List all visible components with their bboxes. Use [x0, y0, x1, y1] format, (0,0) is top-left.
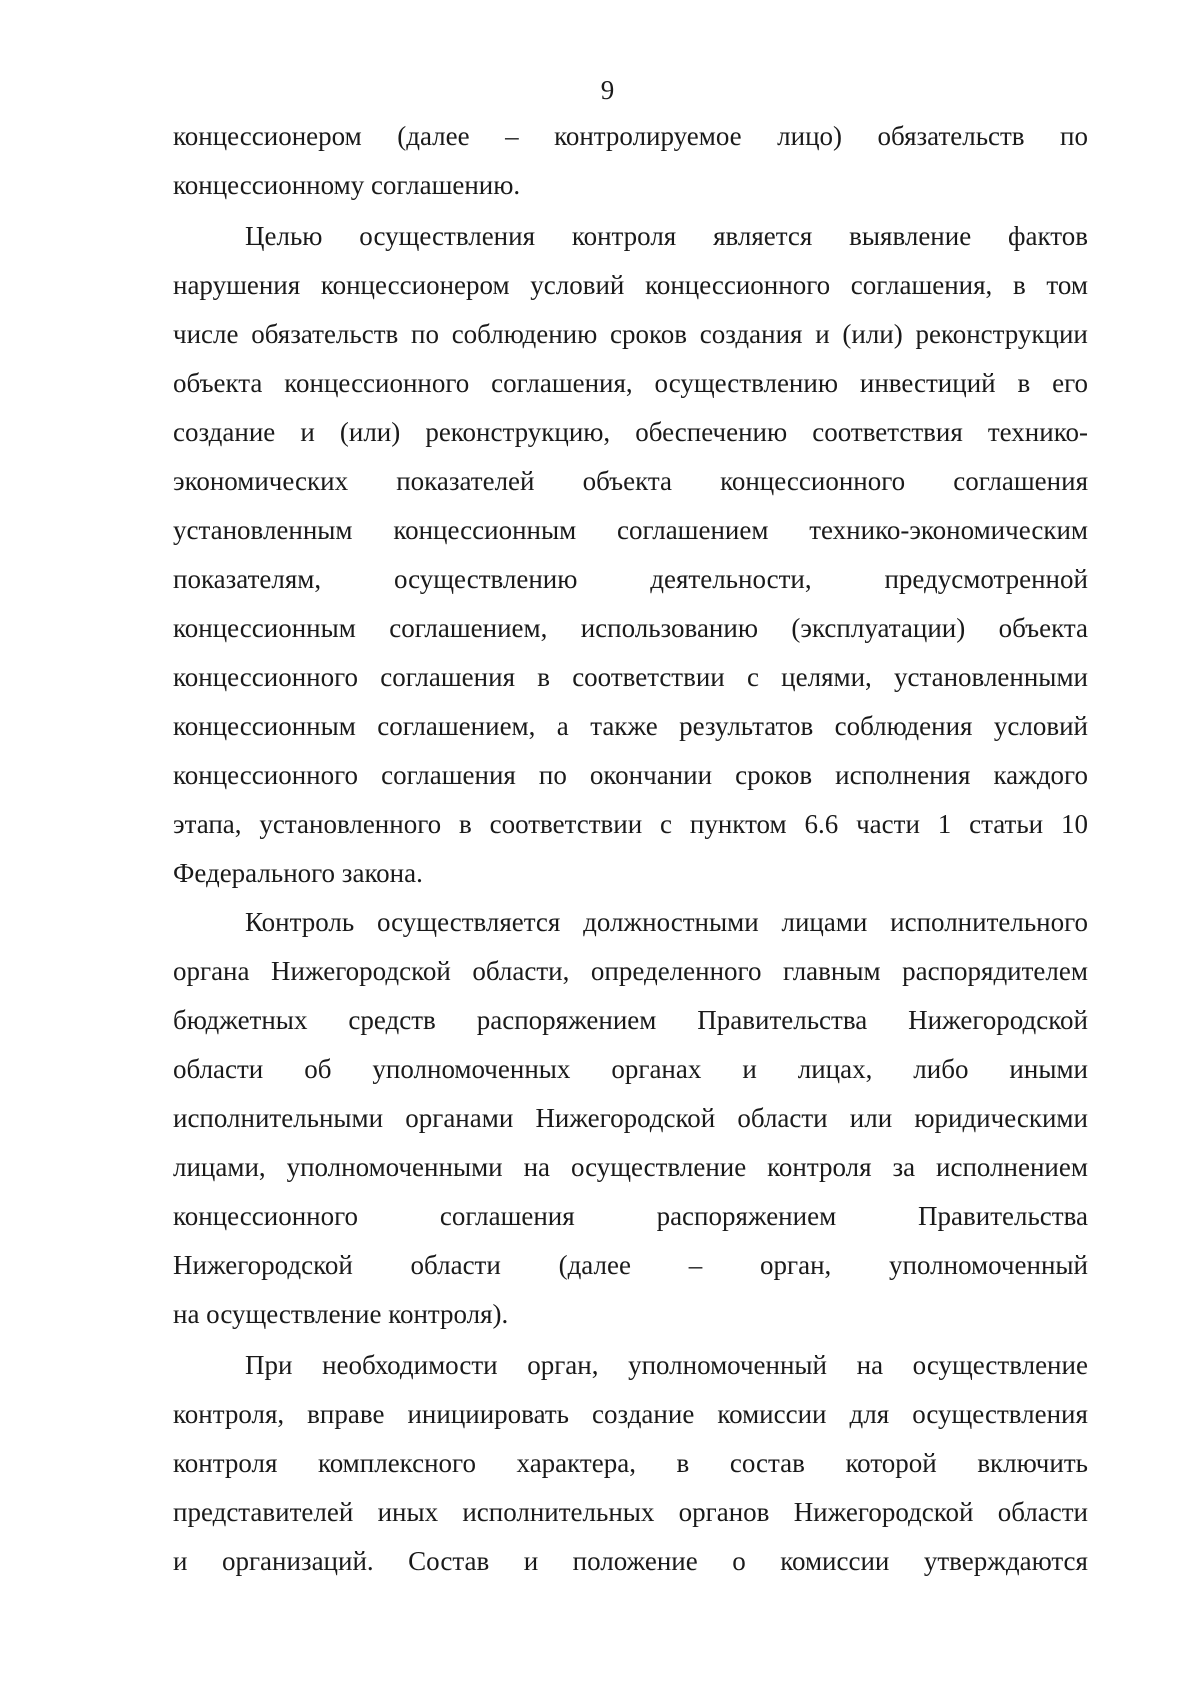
word: для — [849, 1399, 890, 1429]
word: соответствии — [572, 662, 725, 692]
word: и — [173, 1546, 188, 1576]
text-line: Федерального закона. — [173, 858, 423, 888]
word: области — [173, 1054, 264, 1084]
text-line — [173, 1488, 1088, 1537]
word: предусмотренной — [884, 564, 1088, 594]
paragraph-3 — [173, 898, 1088, 1339]
word: – — [688, 1250, 703, 1280]
word: использованию — [580, 613, 759, 643]
word: области — [410, 1250, 501, 1280]
page-number: 9 — [600, 75, 615, 105]
text-line — [173, 947, 1088, 996]
word: установленного — [259, 809, 442, 839]
word: соглашения — [439, 1201, 575, 1231]
word: в — [1012, 270, 1026, 300]
paragraph-2 — [173, 212, 1088, 898]
text-line — [173, 1341, 1088, 1390]
word: о — [732, 1546, 746, 1576]
document-body — [173, 112, 1088, 1586]
text-line — [173, 604, 1088, 653]
word: показателей — [396, 466, 535, 496]
word: организаций. — [221, 1546, 374, 1576]
word: сроков — [610, 319, 688, 349]
word: представителей — [173, 1497, 354, 1527]
text-line — [173, 359, 1088, 408]
word: контроля — [173, 1448, 278, 1478]
word: которой — [845, 1448, 937, 1478]
word: создания — [699, 319, 803, 349]
word: органа — [173, 956, 250, 986]
word: положение — [572, 1546, 698, 1576]
paragraph-1 — [173, 112, 1088, 210]
word: концессионером — [320, 270, 510, 300]
word: деятельности, — [650, 564, 812, 594]
word: 6.6 — [804, 809, 839, 839]
word: результатов — [679, 711, 814, 741]
word: реконструкции — [915, 319, 1088, 349]
word: концессионного — [173, 760, 359, 790]
word: уполномоченными — [286, 1152, 503, 1182]
word: концессионером — [173, 121, 362, 151]
word: осуществлению — [393, 564, 578, 594]
word: соглашения, — [491, 368, 633, 398]
text-line — [173, 1094, 1088, 1143]
text-line: концессионному соглашению. — [173, 170, 521, 200]
text-line — [173, 1537, 1088, 1586]
word: в — [676, 1448, 690, 1478]
text-line — [173, 996, 1088, 1045]
text-line — [173, 800, 1088, 849]
word: исполнительного — [890, 907, 1088, 937]
word: иных — [377, 1497, 439, 1527]
text-line — [173, 261, 1088, 310]
word: Состав — [408, 1546, 490, 1576]
word: средств — [348, 1005, 436, 1035]
word: лицами — [781, 907, 868, 937]
word: является — [713, 221, 813, 251]
word: органах — [611, 1054, 702, 1084]
text-line — [173, 506, 1088, 555]
word: создание — [592, 1399, 695, 1429]
word: соответствии — [489, 809, 643, 839]
word: контроля, — [173, 1399, 285, 1429]
word: контроля — [571, 221, 677, 251]
text-line — [173, 751, 1088, 800]
word: объекта — [582, 466, 672, 496]
word: исполнительных — [462, 1497, 655, 1527]
word: юридическими — [914, 1103, 1088, 1133]
word: в — [537, 662, 550, 692]
word: концессионного — [645, 270, 831, 300]
word: характера, — [516, 1448, 636, 1478]
word: осуществление — [912, 1350, 1088, 1380]
text-line — [173, 408, 1088, 457]
word: орган, — [527, 1350, 599, 1380]
text-line — [173, 1241, 1088, 1290]
word: с — [660, 809, 673, 839]
text-line — [173, 1045, 1088, 1094]
word: исполнения — [835, 760, 971, 790]
word: Контроль — [245, 907, 355, 937]
word: утверждаются — [923, 1546, 1088, 1576]
text-line — [173, 310, 1088, 359]
text-line — [173, 212, 1088, 261]
word: фактов — [1008, 221, 1088, 251]
word: окончании — [589, 760, 713, 790]
text-line — [173, 702, 1088, 751]
word: включить — [977, 1448, 1088, 1478]
word: соглашения — [380, 662, 515, 692]
word: числе — [173, 319, 239, 349]
word: контроля — [767, 1152, 872, 1182]
word: (эксплуатации) — [791, 613, 966, 643]
word: выявление — [849, 221, 972, 251]
word: осуществляется — [376, 907, 561, 937]
word: инициировать — [407, 1399, 569, 1429]
word: необходимости — [322, 1350, 498, 1380]
word: соглашением — [617, 515, 769, 545]
word: распоряжением — [656, 1201, 837, 1231]
word: установленным — [173, 515, 353, 545]
text-line — [173, 555, 1088, 604]
word: должностными — [583, 907, 759, 937]
word: целями, — [781, 662, 872, 692]
word: нарушения — [173, 270, 301, 300]
word: по — [1060, 121, 1088, 151]
word: условий — [530, 270, 625, 300]
text-line — [173, 653, 1088, 702]
text-line — [173, 1192, 1088, 1241]
text-line — [173, 1143, 1088, 1192]
word: соблюдению — [451, 319, 598, 349]
word: главным — [782, 956, 881, 986]
word: технико- — [987, 417, 1088, 447]
word: статьи — [969, 809, 1044, 839]
word: концессионного — [720, 466, 906, 496]
word: установленными — [894, 662, 1088, 692]
word: Правительства — [697, 1005, 868, 1035]
text-line — [173, 1439, 1088, 1488]
word: Нижегородской — [271, 956, 451, 986]
word: состав — [729, 1448, 805, 1478]
word: лицах, — [797, 1054, 873, 1084]
word: и — [815, 319, 830, 349]
word: определенного — [590, 956, 762, 986]
word: по — [411, 319, 439, 349]
text-line — [173, 1390, 1088, 1439]
word: обязательств — [877, 121, 1025, 151]
word: комплексного — [317, 1448, 476, 1478]
word: комиссии — [780, 1546, 890, 1576]
word: осуществления — [359, 221, 535, 251]
word: (или) — [339, 417, 401, 447]
word: обязательств — [251, 319, 399, 349]
word: обеспечению — [635, 417, 788, 447]
word: объекта — [998, 613, 1088, 643]
word: пунктом — [689, 809, 787, 839]
word: концессионным — [173, 613, 356, 643]
word: также — [590, 711, 658, 741]
word: на — [856, 1350, 884, 1380]
word: технико-экономическим — [809, 515, 1088, 545]
word: об — [304, 1054, 332, 1084]
word: объекта — [173, 368, 263, 398]
word: концессионного — [173, 1201, 359, 1231]
word: за — [892, 1152, 916, 1182]
word: осуществлению — [654, 368, 838, 398]
word: (или) — [842, 319, 903, 349]
word: исполнением — [936, 1152, 1088, 1182]
word: органов — [678, 1497, 770, 1527]
word: соглашением, — [389, 613, 548, 643]
word: – — [505, 121, 519, 151]
text-line — [173, 457, 1088, 506]
word: соглашения, — [850, 270, 993, 300]
word: концессионного — [284, 368, 470, 398]
word: иными — [1009, 1054, 1088, 1084]
word: соблюдения — [834, 711, 973, 741]
word: уполномоченный — [889, 1250, 1088, 1280]
word: осуществления — [912, 1399, 1088, 1429]
word: контролируемое — [554, 121, 742, 151]
word: уполномоченных — [372, 1054, 571, 1084]
word: вправе — [307, 1399, 385, 1429]
word: том — [1046, 270, 1088, 300]
word: с — [746, 662, 759, 692]
word: показателям, — [173, 564, 322, 594]
word: (далее — [558, 1250, 631, 1280]
word: исполнительными — [173, 1103, 384, 1133]
word: по — [538, 760, 567, 790]
word: орган, — [760, 1250, 832, 1280]
word: в — [458, 809, 472, 839]
word: бюджетных — [173, 1005, 308, 1035]
word: органами — [405, 1103, 514, 1133]
word: сроков — [735, 760, 813, 790]
word: и — [300, 417, 315, 447]
word: в — [1017, 368, 1031, 398]
word: 1 — [937, 809, 952, 839]
word: соглашения — [953, 466, 1088, 496]
word: комиссии — [717, 1399, 827, 1429]
word: каждого — [993, 760, 1088, 790]
word: части — [856, 809, 920, 839]
word: и — [742, 1054, 757, 1084]
text-line — [173, 898, 1088, 947]
word: Нижегородской — [535, 1103, 716, 1133]
word: условий — [993, 711, 1088, 741]
word: соответствия — [812, 417, 963, 447]
paragraph-4 — [173, 1341, 1088, 1586]
word: на — [523, 1152, 550, 1182]
word: инвестиций — [859, 368, 996, 398]
word: (далее — [397, 121, 470, 151]
word: лицами, — [173, 1152, 266, 1182]
word: Целью — [245, 221, 323, 251]
word: Правительства — [918, 1201, 1088, 1231]
word: создание — [173, 417, 276, 447]
word: уполномоченный — [628, 1350, 828, 1380]
word: области — [997, 1497, 1088, 1527]
word: концессионного — [173, 662, 359, 692]
word: распорядителем — [902, 956, 1088, 986]
text-line: на осуществление контроля). — [173, 1299, 509, 1329]
word: области, — [472, 956, 570, 986]
word: При — [245, 1350, 293, 1380]
word: и — [523, 1546, 539, 1576]
word: либо — [913, 1054, 969, 1084]
word: реконструкцию, — [425, 417, 611, 447]
word: соглашением, — [377, 711, 536, 741]
word: концессионным — [393, 515, 577, 545]
word: а — [556, 711, 569, 741]
text-line — [173, 112, 1088, 161]
word: области — [737, 1103, 828, 1133]
word: концессионным — [173, 711, 356, 741]
word: лицо) — [777, 121, 843, 151]
word: его — [1052, 368, 1088, 398]
word: Нижегородской — [908, 1005, 1088, 1035]
word: экономических — [173, 466, 349, 496]
word: распоряжением — [476, 1005, 657, 1035]
word: соглашения — [381, 760, 516, 790]
word: или — [849, 1103, 893, 1133]
word: 10 — [1060, 809, 1088, 839]
word: Нижегородской — [173, 1250, 353, 1280]
word: этапа, — [173, 809, 242, 839]
word: Нижегородской — [793, 1497, 974, 1527]
word: осуществление — [570, 1152, 747, 1182]
